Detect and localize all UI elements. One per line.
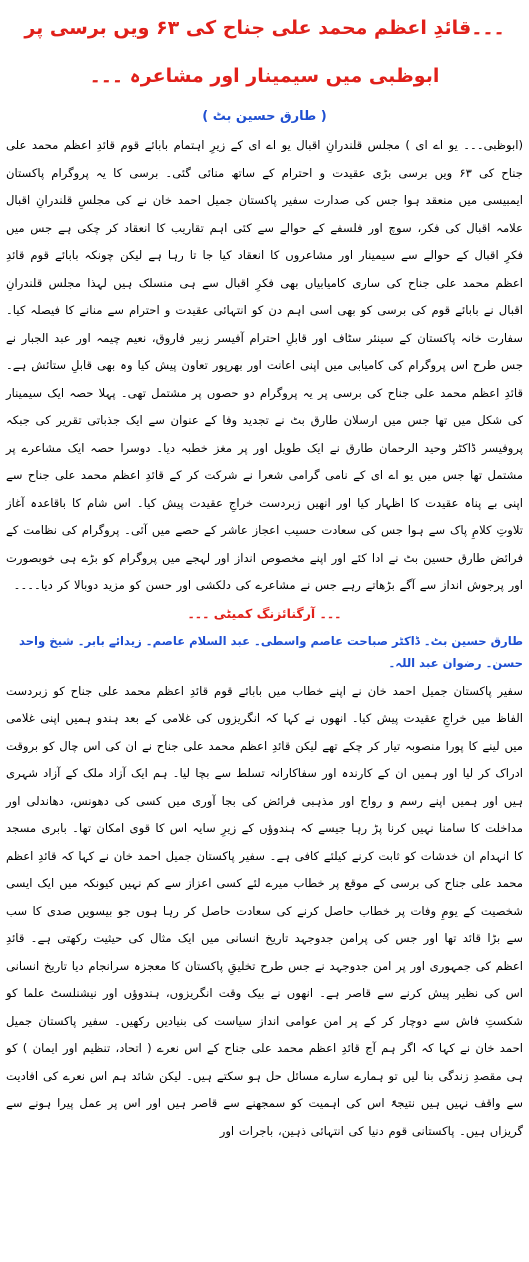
- article-paragraph-1: (ابوظبی۔۔۔ یو اے ای ) مجلس قلندرانِ اقبال یو اے ای کے زیرِ اہتمام بابائے قوم قائدِ اعظم محمد علی جناح کی ۶۳ ویں برسی بڑی عقیدت و احترام کے ساتھ منائی گئی۔ برسی کا یہ پروگرام پاکستان ایمبیسی میں منعقد ہوا جس کی صدارت سفیر پاکستان جمیل احمد خان نے کی مجلسِ قلندرانِ اقبال علامہ اقبال کی فکر، سوچ اور فلسفے کے حوالے سے کئی اہم تقاریب کا انعقاد کر چکی ہے جس میں فکرِ اقبال کے حوالے سے سیمینار اور مشاعروں کا انعقاد کیا جا تا رہا ہے لیکن چونکہ بابائے قوم قائدِ اعظم محمد علی جناح کی ساری کامیابیاں بھی فکرِ اقبال سے ہی منسلک ہیں لہذا مجلس قلندرانِ اقبال نے بابائے قوم کی برسی کو بھی اسی اہم دن کو انتہائی عقیدت و احترام سے منانے کا فیصلہ کیا۔ سفارت خانہ پاکستان کے سینئر سٹاف اور قابلِ احترام آفیسر زبیر فاروق، نعیم چیمہ اور عبد الجبار نے جس طرح اس پروگرام کی کامیابی میں اپنی اعانت اور بھرپور تعاون پیش کیا وہ بھی قابلِ ستائش ہے۔ قائدِ اعظم محمد علی جناح کی برسی پر یہ پروگرام دو حصوں پر مشتمل تھی۔ پہلا حصہ ایک سیمینار کی شکل میں تھا جس میں ارسلان طارق بٹ نے تجدید وفا کے عنوان سے ایک جذباتی تقریر کی جبکہ پروفیسر ڈاکٹر وحید الرحمان طارق نے ایک طویل اور پر مغز خطبہ دیا۔ دوسرا حصہ ایک مشاعرے پر مشتمل تھا جس میں یو اے ای کے نامی گرامی شعرا نے شرکت کر کے قائدِ اعظم محمد علی جناح سے اپنی بے پناہ عقیدت کا اظہار کیا اور انھیں زبردست خراجِ عقیدت پیش کیا۔ اس شام کا باقاعدہ آغاز تلاوتِ کلامِ پاک سے ہوا جس کی سعادت حسیب اعجاز عاشر کے حصے میں آئی۔ پروگرام کی نظامت کے فرائض طارق حسین بٹ نے ادا کئے اور اپنے مخصوص انداز اور لہجے میں پروگرام کو بڑے ہی خوبصورت اور پرجوش انداز سے آگے بڑھاتے رہے جس نے مشاعرے کی دلکشی اور حسن کو مزید دوبالا کر دیا۔۔۔۔: [6, 138, 523, 592]
- article-byline: ( طارق حسین بٹ ): [202, 109, 327, 124]
- article-headline: ۔۔۔قائدِ اعظم محمد علی جناح کی ۶۳ ویں برسی پر ابوظبی میں سیمینار اور مشاعرہ ۔۔۔: [24, 17, 505, 87]
- organizing-committee-members: طارق حسین بٹ۔ ڈاکٹر صباحت عاصم واسطی۔ عبد السلام عاصم۔ زیدائے بابر۔ شیخ واحد حسن۔ رضوان عبد اللہ۔: [19, 633, 523, 670]
- article-page: [0, 4, 529, 1262]
- article-paragraph-2: سفیر پاکستان جمیل احمد خان نے اپنے خطاب میں بابائے قوم قائدِ اعظم محمد علی جناح کو زبردست الفاظ میں خراجِ عقیدت پیش کیا۔ انھوں نے کہا کہ انگریزوں کی غلامی کے بعد ہندو ہمیں اپنی غلامی میں لینے کا پورا منصوبہ تیار کر چکے تھے لیکن قائدِ اعظم محمد علی جناح نے ان کی اس چال کو بروقت ادراک کر لیا اور ہمیں ان کے کارندہ اور سفاکارانہ تسلط سے بچا لیا۔ ہم ایک آزاد ملک کے آزاد شہری ہیں اور ہمیں اپنے رسم و رواج اور مذہبی فرائض کی بجا آوری میں کسی کی دھونس، دھاندلی اور مداخلت کا سامنا نہیں کرنا پڑ رہا جیسے کہ ہندوؤں کے زیرِ سایہ اس کا قوی امکان تھا۔ بابری مسجد کا انہدام ان خدشات کو ثابت کرنے کیلئے کافی ہے۔ سفیر پاکستان جمیل احمد خان نے کہا کہ قائدِ اعظم محمد علی جناح کی برسی کے موقع پر خطاب میرے لئے کسی اعزاز سے کم نہیں کیونکہ میں ایک ایسی شخصیت کے یومِ وفات پر خطاب حاصل کرنے کی سعادت حاصل کر رہا ہوں جو بیسویں صدی کا سب سے بڑا قائد تھا اور جس کی پرامن جدوجہد تاریخ انسانی میں ایک مثال کی حیثیت رکھتی ہے۔ قائدِ اعظم کی جمہوری اور پر امن جدوجہد نے جس طرح تخلیقِ پاکستان کا معجزہ سرانجام دیا تاریخ انسانی اس کی نظیر پیش کرنے سے قاصر ہے۔ انھوں نے بیک وقت انگریزوں، ہندوؤں اور نیشنلسٹ علما کو شکستِ فاش سے دوچار کر کے پر امن عوامی انداز سیاست کی بنیادیں رکھیں۔ سفیر پاکستان جمیل احمد خان نے کہا کہ اگر ہم آج قائدِ اعظم محمد علی جناح کے اس نعرے ( اتحاد، تنظیم اور ایمان ) کو ہی مقصدِ زندگی بنا لیں تو ہمارے سارے مسائل حل ہو سکتے ہیں۔ لیکن شائد ہم اس نعرے کی افادیت سے واقف نہیں ہیں نتیجۃً اس کی اہمیت کو سمجھنے سے قاصر ہیں اور اس پر عمل پیرا ہونے سے گریزاں ہیں۔ پاکستانی قوم دنیا کی انتہائی ذہین، باجرات اور: [6, 683, 523, 1138]
- organizing-committee-title: ۔۔۔ آرگنائزنگ کمیٹی ۔۔۔: [187, 605, 342, 621]
